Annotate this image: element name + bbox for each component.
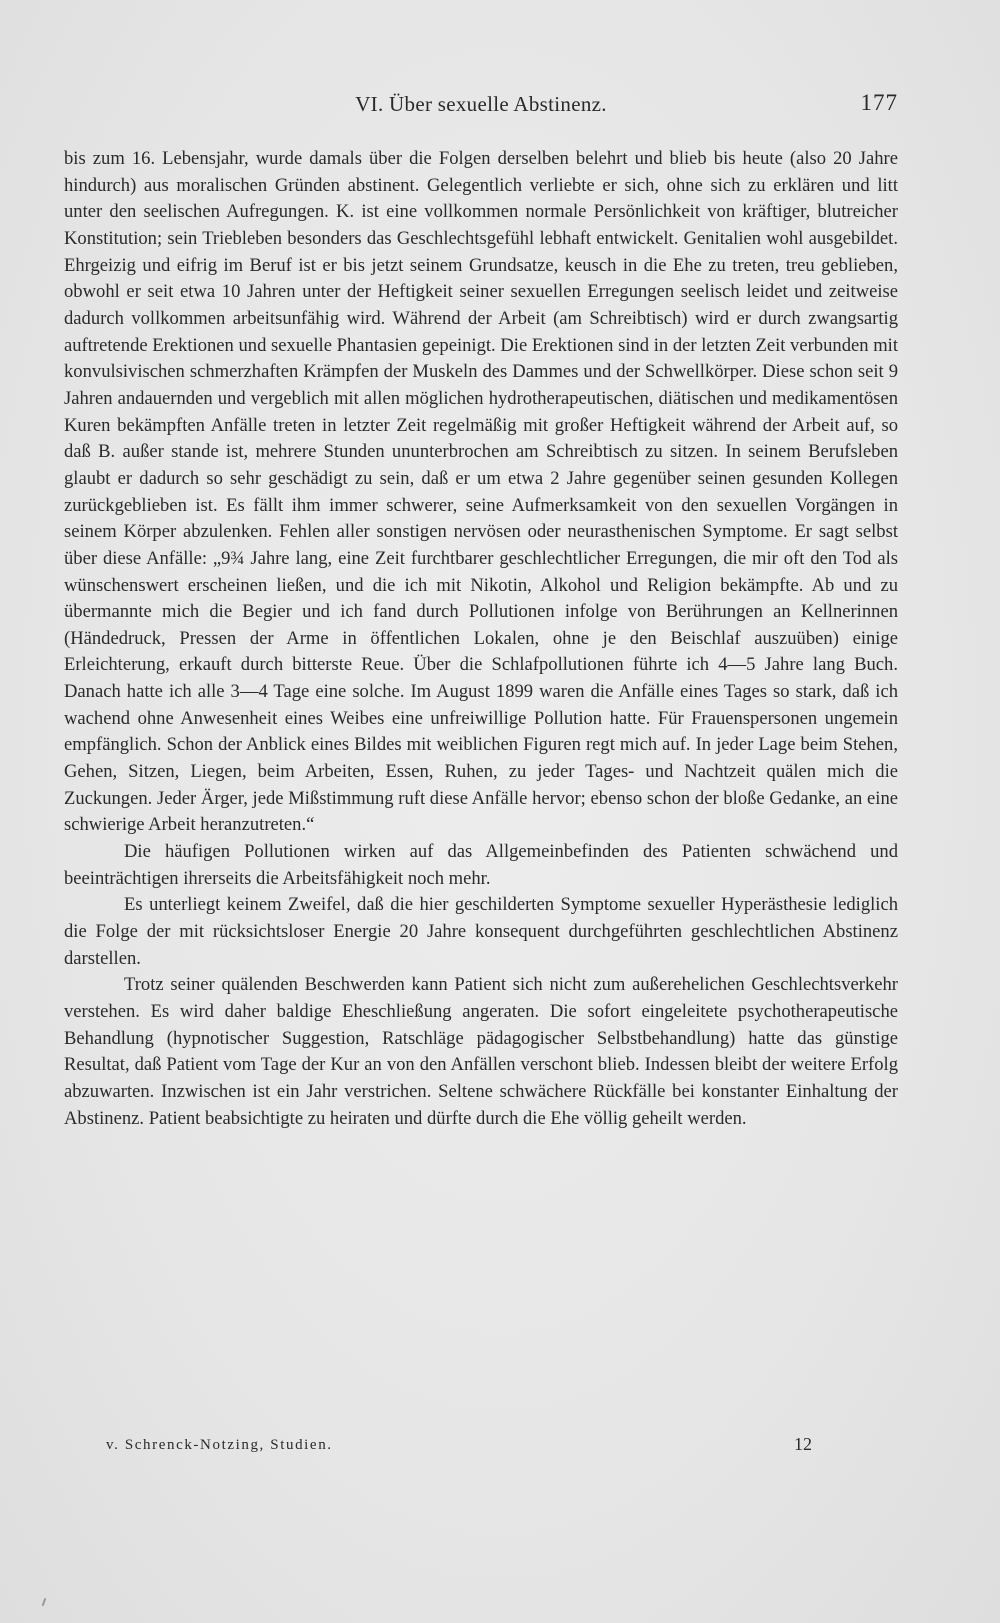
- page-footer: [64, 1434, 898, 1463]
- running-title: VI. Über sexuelle Abstinenz.: [355, 92, 607, 116]
- page-number: 177: [860, 90, 898, 115]
- paragraph-case-report: bis zum 16. Lebensjahr, wurde damals über die Folgen derselben belehrt und blieb bis heute (also 20 Jahre hindurch) aus moralischen Gründen abstinent. Gelegentlich verliebte er sich, ohne sich zu erklären und litt unter den seelischen Aufregungen. K. ist eine vollkommen normale Persönlichkeit von kräftiger, blutreicher Konstitution; sein Triebleben besonders das Geschlechtsgefühl lebhaft entwickelt. Genitalien wohl ausgebildet. Ehrgeizig und eifrig im Beruf ist er bis jetzt seinem Grundsatze, keusch in die Ehe zu treten, treu geblieben, obwohl er seit etwa 10 Jahren unter der Heftigkeit seiner sexuellen Erregungen seelisch leidet und zeitweise dadurch vollkommen arbeitsunfähig wird. Während der Arbeit (am Schreibtisch) wird er durch zwangsartig auftretende Erektionen und sexuelle Phantasien gepeinigt. Die Erektionen sind in der letzten Zeit verbunden mit konvulsivischen schmerzhaften Krämpfen der Muskeln des Dammes und der Schwellkörper. Diese schon seit 9 Jahren andauernden und vergeblich mit allen möglichen hydrotherapeutischen, diätischen und medikamentösen Kuren bekämpften Anfälle treten in letzter Zeit regelmäßig mit großer Heftigkeit während der Arbeit auf, so daß B. außer stande ist, mehrere Stunden ununterbrochen am Schreibtisch zu sitzen. In seinem Berufsleben glaubt er dadurch so sehr geschädigt zu sein, daß er um etwa 2 Jahre gegenüber seinen gesunden Kollegen zurückgeblieben ist. Es fällt ihm immer schwerer, seine Aufmerksamkeit von den sexuellen Vorgängen in seinem Körper abzulenken. Fehlen aller sonstigen nervösen oder neurasthenischen Symptome. Er sagt selbst über diese Anfälle: „9¾ Jahre lang, eine Zeit furchtbarer geschlechtlicher Erregungen, die mir oft den Tod als wünschenswert erscheinen ließen, und die ich mit Nikotin, Alkohol und Religion bekämpfte. Ab und zu übermannte mich die Begier und ich fand durch Pollutionen infolge von Berührungen an Kellnerinnen (Händedruck, Pressen der Arme in öffentlichen Lokalen, ohne je den Beischlaf auszuüben) einige Erleichterung, erkauft durch bitterste Reue. Über die Schlafpollutionen führte ich 4—5 Jahre lang Buch. Danach hatte ich alle 3—4 Tage eine solche. Im August 1899 waren die Anfälle eines Tages so stark, daß ich wachend ohne Anwesenheit eines Weibes eine unfreiwillige Pollution hatte. Für Frauenspersonen ungemein empfänglich. Schon der Anblick eines Bildes mit weiblichen Figuren regt mich auf. In jeder Lage beim Stehen, Gehen, Sitzen, Liegen, beim Arbeiten, Essen, Ruhen, zu jeder Tages- und Nachtzeit quälen mich die Zuckungen. Jeder Ärger, jede Mißstimmung ruft diese Anfälle hervor; ebenso schon der bloße Gedanke, an eine schwierige Arbeit heranzutreten.“: [64, 148, 898, 836]
- sheet-number: 12: [794, 1434, 812, 1454]
- paragraph-pollutions: Die häufigen Pollutionen wirken auf das Allgemeinbefinden des Patienten schwächend und beeinträchtigen ihrerseits die Arbeitsfähigkeit noch mehr.: [64, 841, 898, 889]
- page-header: [64, 92, 898, 126]
- paper-speck: [42, 1598, 47, 1606]
- paragraph-treatment: Trotz seiner quälenden Beschwerden kann Patient sich nicht zum außerehelichen Geschlechtsverkehr verstehen. Es wird daher baldige Eheschließung angeraten. Die sofort eingeleitete psychotherapeutische Behandlung (hypnotischer Suggestion, Ratschläge pädagogischer Selbstbehandlung) hatte das günstige Resultat, daß Patient vom Tage der Kur an von den Anfällen verschont blieb. Indessen bleibt der weitere Erfolg abzuwarten. Inzwischen ist ein Jahr verstrichen. Seltene schwächere Rückfälle bei konstanter Einhaltung der Abstinenz. Patient beabsichtigte zu heiraten und dürfte durch die Ehe völlig geheilt werden.: [64, 974, 898, 1129]
- paragraph-conclusion: Es unterliegt keinem Zweifel, daß die hier geschilderten Symptome sexueller Hyperästhesie lediglich die Folge der mit rücksichtsloser Energie 20 Jahre konsequent durchgeführten geschlechtlichen Abstinenz darstellen.: [64, 894, 898, 969]
- signature-line: v. Schrenck-Notzing, Studien.: [106, 1437, 333, 1453]
- body-text: [64, 146, 898, 1132]
